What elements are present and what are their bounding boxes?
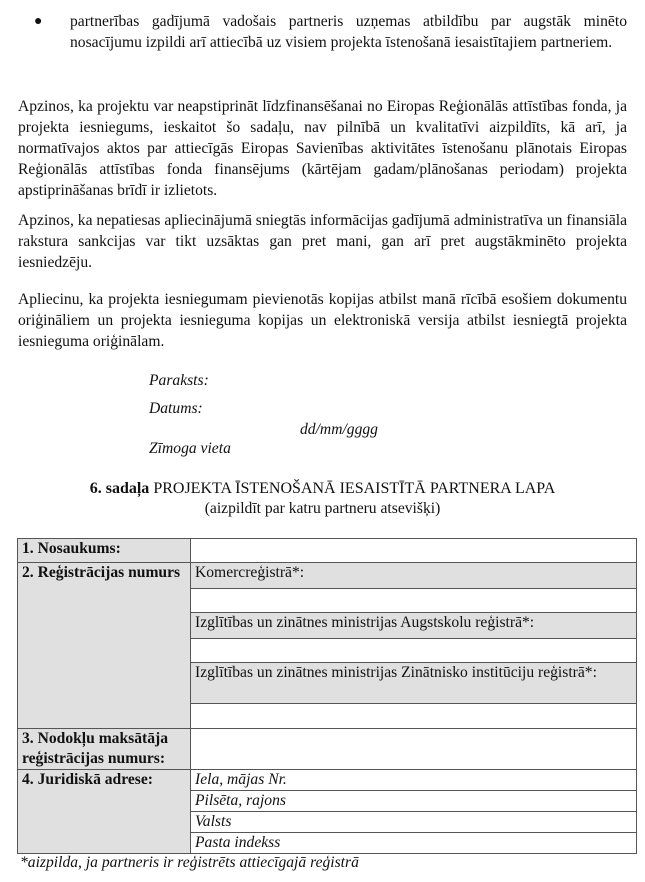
footnote: *aizpilda, ja partneris ir reģistrēts attiecīgajā reģistrā <box>20 854 359 871</box>
science-register-field[interactable] <box>191 704 637 729</box>
section-heading <box>0 478 645 499</box>
paragraph-funding: Apzinos, ka projektu var neapstiprināt līdzfinansēšanai no Eiropas Reģionālās attīstības fonda, ja projekta iesniegums, ieskaitot šo sadaļu, nav pilnībā un kvalitatīvi aizpildīts, kā arī, ja normatīvajos aktos par attiecīgās Eiropas Savienības aktivitātes īstenošanu plānotais Eiropas Reģionālās attīstības fonda finansējums (kārtējam gadam/plānošanas periodam) projekta apstiprināšanas brīdī ir izlietots. <box>18 98 627 199</box>
address-country-field[interactable]: Valsts <box>191 812 637 833</box>
address-city-field[interactable]: Pilsēta, rajons <box>191 791 637 812</box>
paragraph-copies: Apliecinu, ka projekta iesniegumam pievienotās kopijas atbilst manā rīcībā esošiem dokumentu oriģināliem un projekta iesnieguma kopijas un elektroniskā versija atbilst iesniegtā projekta iesnieguma oriģinālam. <box>18 291 627 350</box>
tax-number-field[interactable] <box>191 729 637 770</box>
tax-number-label: 3. Nodokļu maksātāja reģistrācijas numurs: <box>18 729 191 770</box>
partner-form-table <box>17 538 637 854</box>
commercial-register-label: Komercreģistrā*: <box>191 563 637 589</box>
signature-label: Paraksts: <box>149 372 209 389</box>
commercial-register-field[interactable] <box>191 589 637 613</box>
name-field[interactable] <box>191 539 637 563</box>
bullet-icon: ● <box>34 14 43 29</box>
science-register-label: Izglītības un zinātnes ministrijas Zinātnisko institūciju reģistrā*: <box>191 663 637 704</box>
section-number: 6. sadaļa <box>89 480 150 497</box>
date-format: dd/mm/gggg <box>300 421 378 438</box>
higher-ed-register-field[interactable] <box>191 639 637 663</box>
section-subtitle: (aizpildīt par katru partneru atsevišķi) <box>204 500 441 517</box>
date-label: Datums: <box>149 400 203 417</box>
registration-label: 2. Reģistrācijas numurs <box>18 563 191 729</box>
bullet-item-text: partnerības gadījumā vadošais partneris uzņemas atbildību par augstāk minēto nosacījumu izpildi arī attiecībā uz visiem projekta īstenošanā iesaistītajiem partneriem. <box>70 13 627 51</box>
address-label: 4. Juridiskā adrese: <box>18 770 191 854</box>
address-postcode-field[interactable]: Pasta indekss <box>191 833 637 854</box>
section-title: PROJEKTA ĪSTENOŠANĀ IESAISTĪTĀ PARTNERA LAPA <box>153 480 556 497</box>
higher-ed-register-label: Izglītības un zinātnes ministrijas Augstskolu reģistrā*: <box>191 613 637 639</box>
paragraph-sanctions: Apzinos, ka nepatiesas apliecinājumā sniegtās informācijas gadījumā administratīva un finansiāla rakstura sankcijas var tikt uzsāktas gan pret mani, gan arī pret augstākminēto projekta iesniedzēju. <box>18 212 627 271</box>
address-street-field[interactable]: Iela, mājas Nr. <box>191 770 637 791</box>
stamp-label: Zīmoga vieta <box>149 440 231 457</box>
name-label: 1. Nosaukums: <box>18 539 191 563</box>
